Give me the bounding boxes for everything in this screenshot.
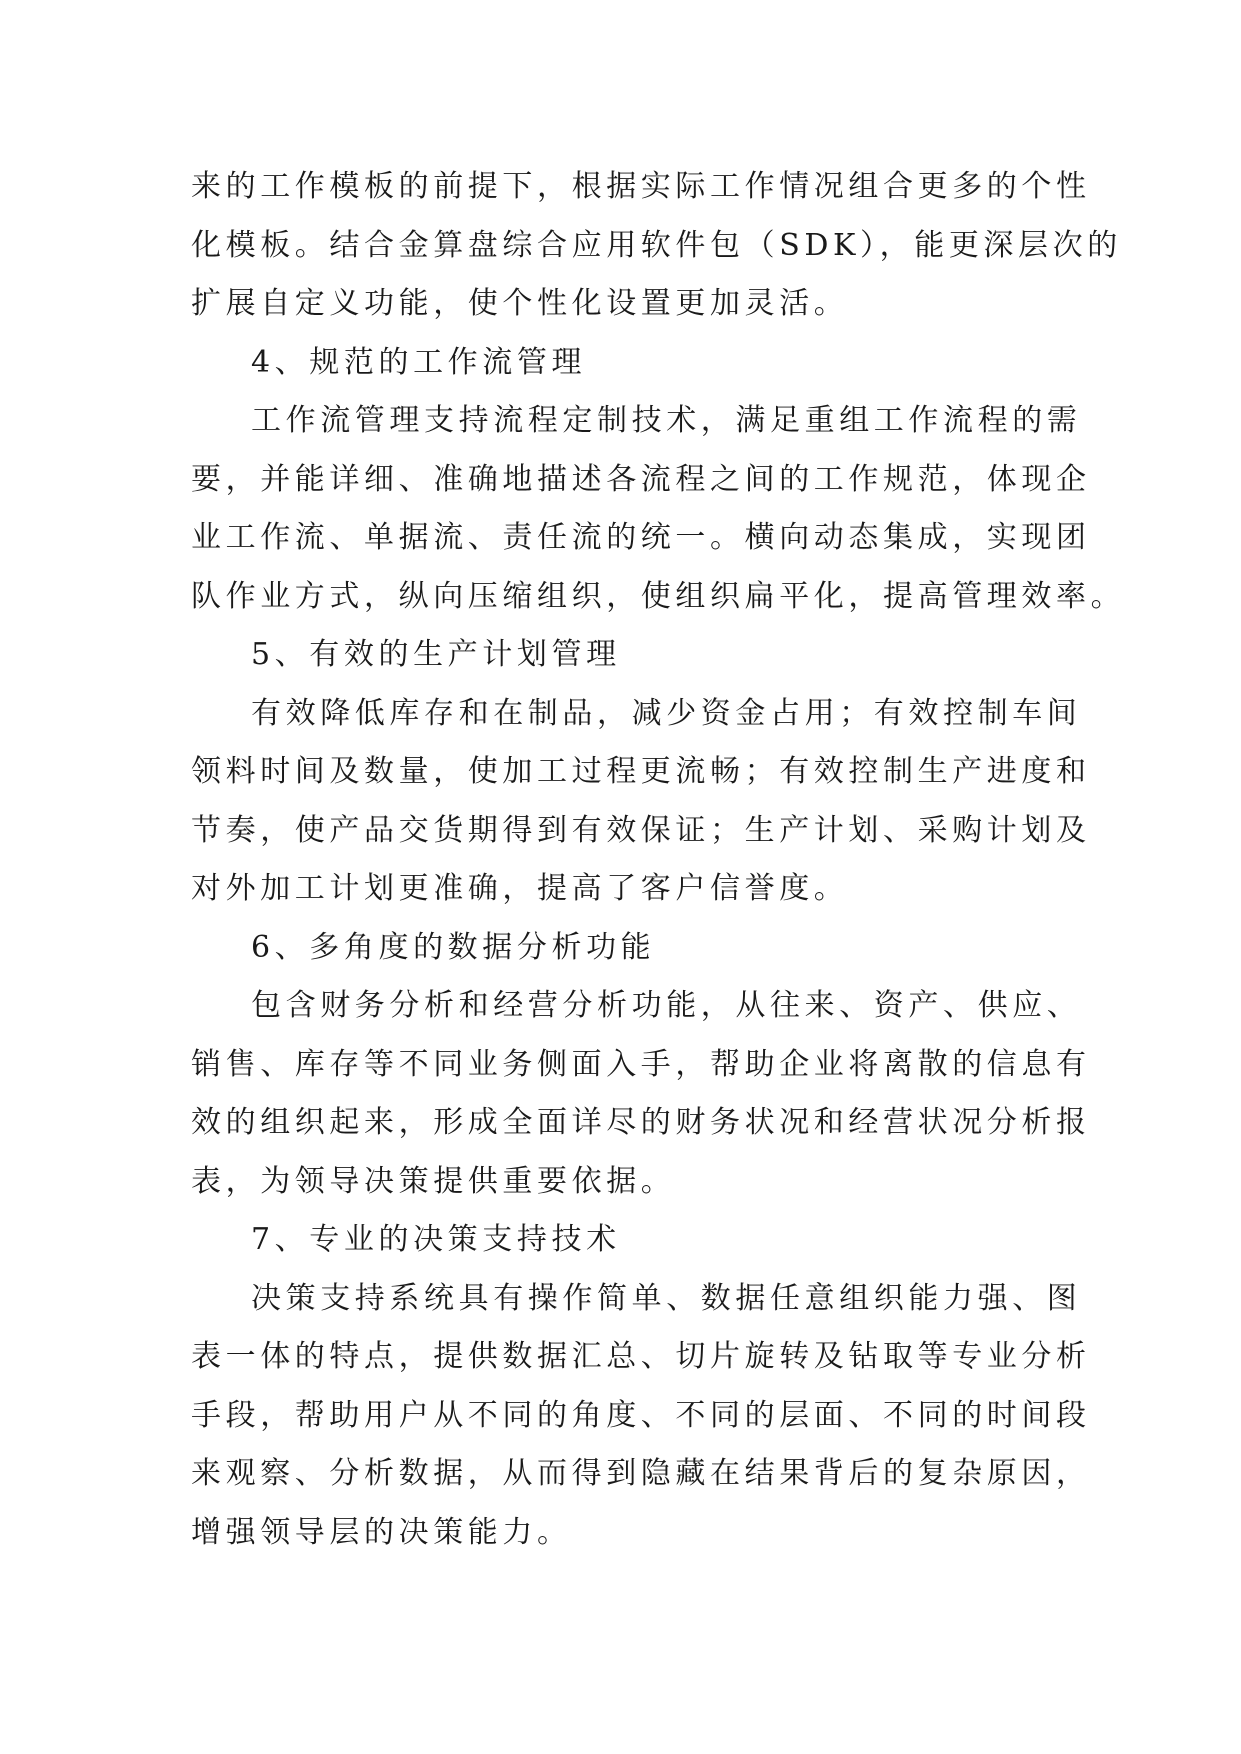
paragraph-start: 工作流管理支持流程定制技术，满足重组工作流程的需 xyxy=(251,403,1082,438)
document-body xyxy=(191,158,1126,1562)
body-line: 业工作流、单据流、责任流的统一。横向动态集成，实现团 xyxy=(191,520,1091,555)
paragraph-start: 包含财务分析和经营分析功能，从往来、资产、供应、 xyxy=(251,988,1082,1023)
body-line: 效的组织起来，形成全面详尽的财务状况和经营状况分析报 xyxy=(191,1105,1091,1140)
body-line: 节奏，使产品交货期得到有效保证；生产计划、采购计划及 xyxy=(191,812,1091,848)
body-line: 表，为领导决策提供重要依据。 xyxy=(191,1163,676,1199)
section-heading-5: 5、有效的生产计划管理 xyxy=(251,637,621,672)
body-line: 领料时间及数量，使加工过程更流畅；有效控制生产进度和 xyxy=(191,754,1091,789)
body-line: 对外加工计划更准确，提高了客户信誉度。 xyxy=(191,871,849,906)
body-line: 手段，帮助用户从不同的角度、不同的层面、不同的时间段 xyxy=(191,1397,1091,1433)
section-heading-6: 6、多角度的数据分析功能 xyxy=(251,929,656,965)
paragraph-start: 有效降低库存和在制品，减少资金占用；有效控制车间 xyxy=(251,695,1082,731)
body-line: 增强领导层的决策能力。 xyxy=(191,1514,572,1550)
body-line: 队作业方式，纵向压缩组织，使组织扁平化，提高管理效率。 xyxy=(191,578,1126,614)
body-line: 扩展自定义功能，使个性化设置更加灵活。 xyxy=(191,286,849,321)
body-line: 销售、库存等不同业务侧面入手，帮助企业将离散的信息有 xyxy=(191,1046,1091,1082)
body-line: 化模板。结合金算盘综合应用软件包（SDK），能更深层次的 xyxy=(191,227,1122,263)
body-line: 来观察、分析数据，从而得到隐藏在结果背后的复杂原因， xyxy=(191,1456,1091,1491)
body-line: 要，并能详细、准确地描述各流程之间的工作规范，体现企 xyxy=(191,461,1091,497)
paragraph-start: 决策支持系统具有操作简单、数据任意组织能力强、图 xyxy=(251,1280,1082,1316)
section-heading-7: 7、专业的决策支持技术 xyxy=(251,1222,621,1257)
body-line: 来的工作模板的前提下，根据实际工作情况组合更多的个性 xyxy=(191,169,1091,204)
body-line: 表一体的特点，提供数据汇总、切片旋转及钻取等专业分析 xyxy=(191,1339,1091,1374)
section-heading-4: 4、规范的工作流管理 xyxy=(251,344,587,380)
